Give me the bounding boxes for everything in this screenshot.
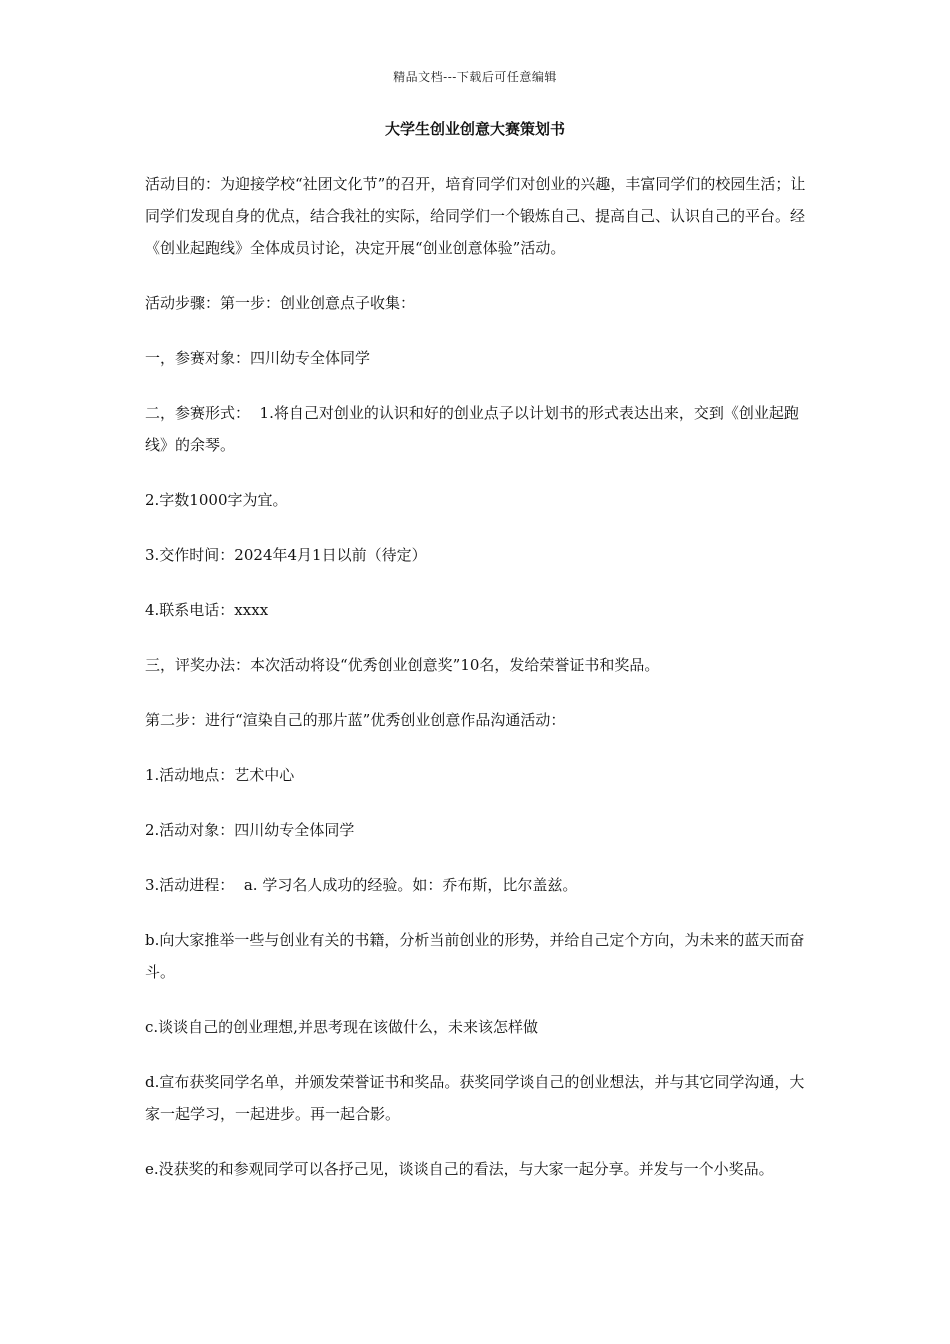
paragraph-step-one: 活动步骤：第一步：创业创意点子收集： <box>145 294 416 312</box>
document-body <box>145 168 810 1208</box>
paragraph-progress-d: d.宣布获奖同学名单，并颁发荣誉证书和奖品。获奖同学谈自己的创业想法，并与其它同学沟通，大家一起学习，一起进步。再一起合影。 <box>145 1073 805 1123</box>
paragraph-progress-b: b.向大家推举一些与创业有关的书籍，分析当前创业的形势，并给自己定个方向，为未来的蓝天而奋斗。 <box>145 931 805 981</box>
paragraph-progress-e: e.没获奖的和参观同学可以各抒己见，谈谈自己的看法，与大家一起分享。并发与一个小奖品。 <box>145 1160 774 1178</box>
paragraph-contact: 4.联系电话：xxxx <box>145 601 269 619</box>
paragraph-word-count: 2.字数1000字为宜。 <box>145 491 288 509</box>
paragraph-purpose: 活动目的：为迎接学校“社团文化节”的召开，培育同学们对创业的兴趣，丰富同学们的校园生活；让同学们发现自身的优点，结合我社的实际，给同学们一个锻炼自己、提高自己、认识自己的平台。经《创业起跑线》全体成员讨论，决定开展“创业创意体验”活动。 <box>145 175 806 257</box>
paragraph-audience: 2.活动对象：四川幼专全体同学 <box>145 821 355 839</box>
paragraph-location: 1.活动地点：艺术中心 <box>145 766 295 784</box>
document-title: 大学生创业创意大赛策划书 <box>384 120 565 138</box>
paragraph-progress-c: c.谈谈自己的创业理想,并思考现在该做什么，未来该怎样做 <box>145 1018 538 1036</box>
paragraph-format: 二，参赛形式： 1.将自己对创业的认识和好的创业点子以计划书的形式表达出来，交到《创业起跑线》的余琴。 <box>145 404 799 454</box>
paragraph-deadline: 3.交作时间：2024年4月1日以前（待定） <box>145 546 427 564</box>
header-note: 精品文档---下载后可任意编辑 <box>393 70 557 84</box>
paragraph-progress-a: 3.活动进程： a. 学习名人成功的经验。如：乔布斯，比尔盖兹。 <box>145 876 578 894</box>
paragraph-award-method: 三，评奖办法：本次活动将设“优秀创业创意奖”10名，发给荣誉证书和奖品。 <box>145 656 660 674</box>
paragraph-participants: 一，参赛对象：四川幼专全体同学 <box>145 349 371 367</box>
paragraph-step-two: 第二步：进行“渲染自己的那片蓝”优秀创业创意作品沟通活动： <box>145 711 566 729</box>
